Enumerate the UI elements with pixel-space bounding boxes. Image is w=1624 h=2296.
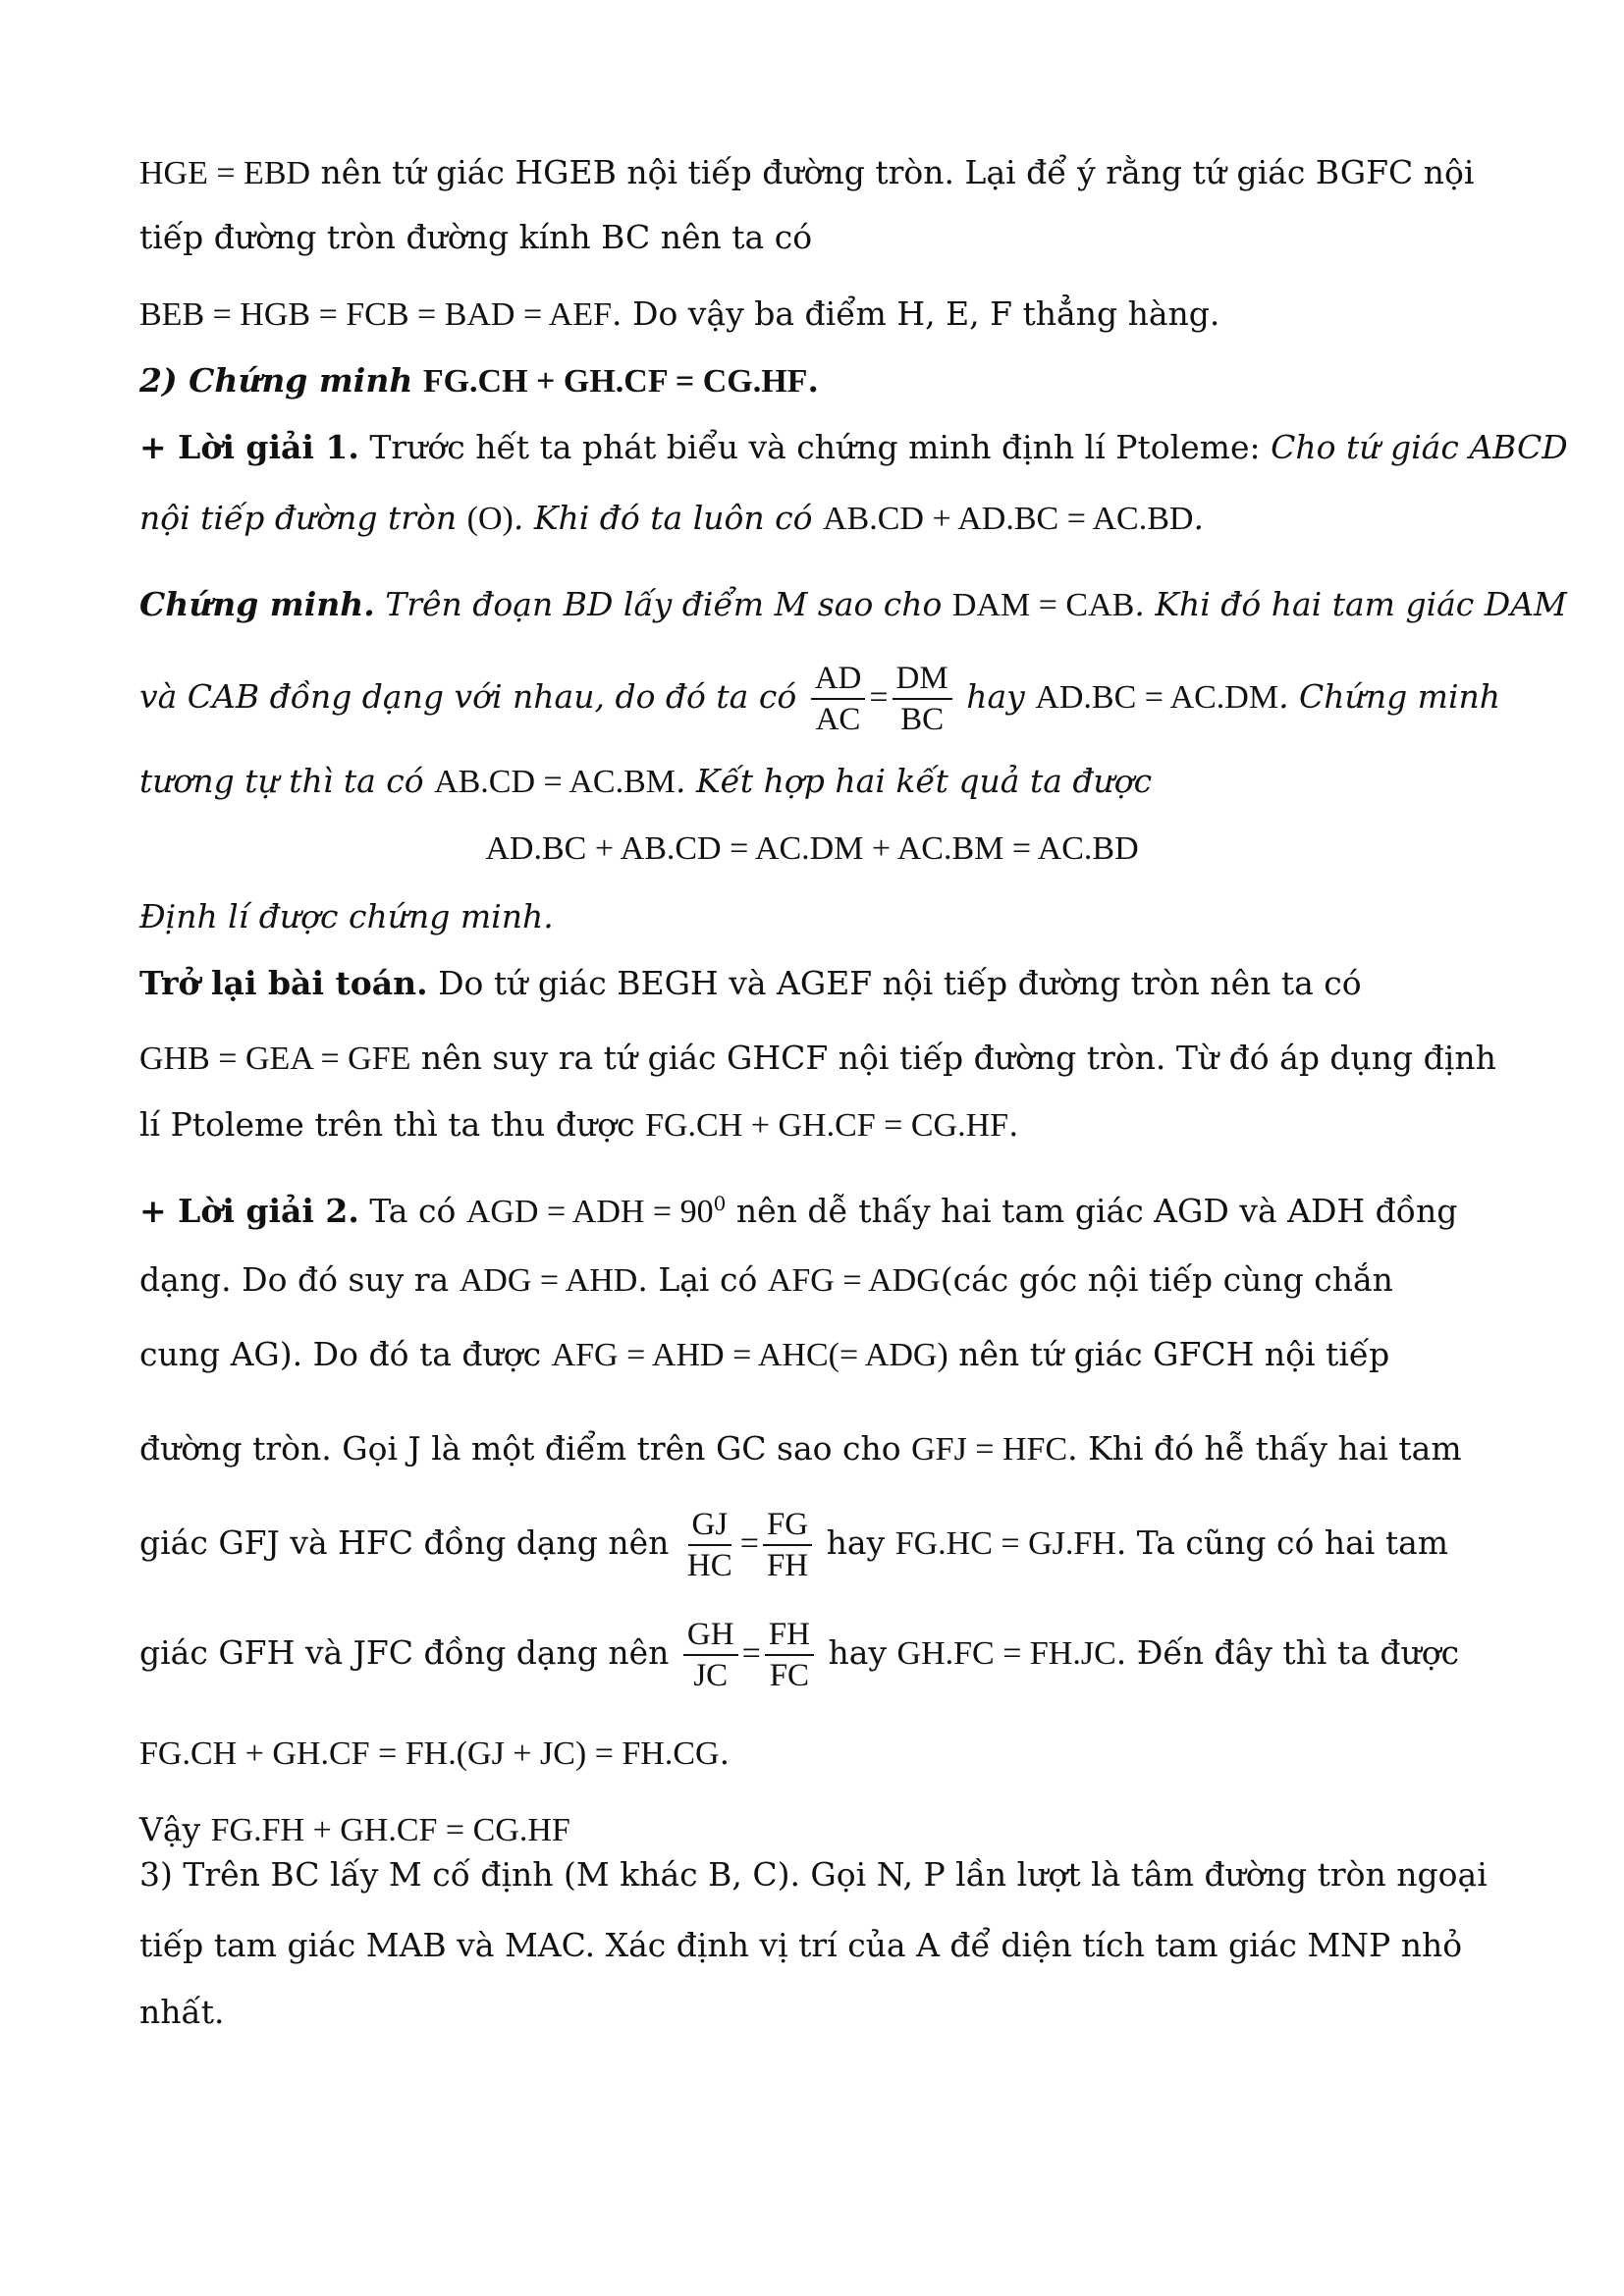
math-expression: FG.CH + GH.CF = CG.HF [645, 1107, 1009, 1144]
fraction-numerator: DM [893, 661, 952, 700]
text-span: nên dễ thấy hai tam giác AGD và ADH đồng [726, 1192, 1458, 1230]
text-span: . Ta cũng có hai tam [1115, 1523, 1449, 1562]
text-span: (các góc nội tiếp cùng chắn [940, 1260, 1393, 1299]
math-expression: FG.CH + GH.CF = CG.HF [422, 363, 808, 400]
text-span: . Kết hợp hai kết quả ta được [675, 762, 1153, 800]
text-span: tiếp đường tròn đường kính BC nên ta có [139, 218, 813, 256]
text-line-1 [139, 153, 1474, 193]
fraction-denominator: HC [686, 1548, 732, 1583]
fraction-numerator: GH [683, 1617, 738, 1656]
math-expression: FG.CH + GH.CF = FH.(GJ + JC) = FH.CG [139, 1735, 720, 1772]
text-line-3 [139, 294, 1219, 335]
fraction [893, 661, 952, 737]
math-expression: AFG = AHD = AHC(= ADG) [551, 1337, 948, 1373]
section-label: Trở lại bài toán. [139, 964, 428, 1002]
text-line-24 [139, 1926, 1462, 1965]
text-line-2 [139, 218, 812, 257]
text-line-7 [139, 585, 1567, 625]
text-span: Cho tứ giác ABCD [1271, 428, 1568, 466]
text-span: . Khi đó hễ thấy hai tam [1067, 1429, 1462, 1468]
text-span: . [719, 1734, 731, 1772]
math-expression: FG.FH + GH.CF = CG.HF [210, 1812, 570, 1848]
math-expression: AB.CD = AC.BM [434, 764, 676, 800]
text-span: giác GFH và JFC đồng dạng nên [139, 1633, 670, 1672]
text-span: Định lí được chứng minh. [139, 897, 554, 935]
text-span: giác GFJ và HFC đồng dạng nên [139, 1523, 670, 1562]
text-line-11 [139, 897, 554, 936]
text-span: Do tứ giác BEGH và AGEF nội tiếp đường tròn nên ta có [427, 964, 1362, 1002]
text-span: lí Ptoleme trên thì ta thu được [139, 1105, 646, 1144]
fraction-denominator: FH [766, 1548, 809, 1583]
math-expression: DAM = CAB [951, 587, 1135, 623]
equals-sign: = [739, 1525, 759, 1562]
fraction-numerator: FG [763, 1507, 812, 1546]
text-line-9 [139, 762, 1152, 802]
text-span: tiếp tam giác MAB và MAC. Xác định vị trí của A để diện tích tam giác MNP nhỏ [139, 1926, 1463, 1964]
text-span: . Chứng minh [1278, 677, 1501, 716]
text-span: nên tứ giác GFCH nội tiếp [947, 1335, 1390, 1373]
centered-equation: AD.BC + AB.CD = AC.DM + AC.BM = AC.BD [485, 830, 1139, 867]
text-span: . [1008, 1105, 1019, 1144]
math-expression: AB.CD + AD.BC = AC.BD [822, 501, 1194, 537]
text-span: nên tứ giác HGEB nội tiếp đường tròn. Lại để ý rằng tứ giác BGFC nội [310, 153, 1475, 191]
text-span: tương tự thì ta có [139, 762, 435, 800]
proof-label: Chứng minh. [139, 585, 375, 623]
math-expression: ADG = AHD [459, 1262, 638, 1299]
equals-sign: = [869, 679, 889, 716]
text-span: . Khi đó hai tam giác DAM [1134, 585, 1567, 623]
fraction [811, 661, 866, 737]
fraction [765, 1617, 814, 1693]
text-span: nên suy ra tứ giác GHCF nội tiếp đường tròn. Từ đó áp dụng định [410, 1039, 1496, 1077]
text-span: nội tiếp đường tròn [139, 499, 467, 537]
section-label: 2) Chứng minh [139, 361, 413, 400]
text-span: . Do vậy ba điểm H, E, F thẳng hàng. [612, 294, 1220, 333]
text-line-23 [139, 1855, 1488, 1895]
fraction-numerator: FH [765, 1617, 814, 1656]
math-expression: GFJ = HFC [911, 1431, 1068, 1468]
math-expression: AFG = ADG [767, 1262, 941, 1299]
text-span: hay [816, 1523, 895, 1562]
math-expression: GHB = GEA = GFE [139, 1041, 411, 1077]
text-line-17 [139, 1335, 1389, 1375]
text-span: dạng. Do đó suy ra [139, 1260, 460, 1299]
math-expression: GH.FC = FH.JC [896, 1635, 1116, 1672]
math-expression: (O) [466, 501, 514, 537]
text-span: đường tròn. Gọi J là một điểm trên GC sao cho [139, 1429, 912, 1468]
text-line-8 [139, 656, 1500, 739]
text-span: . Đến đây thì ta được [1115, 1633, 1460, 1672]
text-span: 3) Trên BC lấy M cố định (M khác B, C). Gọi N, P lần lượt là tâm đường tròn ngoại [139, 1855, 1488, 1894]
text-line-13 [139, 1039, 1496, 1079]
text-span: hay [955, 677, 1036, 716]
fraction [683, 1507, 736, 1583]
text-span: và CAB đồng dạng với nhau, do đó ta có [139, 677, 797, 716]
text-line-22 [139, 1810, 570, 1850]
math-expression: AD.BC = AC.DM [1035, 679, 1279, 716]
fraction-denominator: AC [815, 702, 861, 737]
fraction-denominator: BC [900, 702, 945, 737]
solution-label: + Lời giải 1. [139, 428, 359, 466]
text-span: . Khi đó ta luôn có [513, 499, 823, 537]
fraction [763, 1507, 812, 1583]
text-span: Trên đoạn BD lấy điểm M sao cho [374, 585, 952, 623]
math-expression: BEB = HGB = FCB = BAD = AEF [139, 296, 613, 333]
fraction-numerator: AD [811, 661, 866, 700]
text-span: hay [817, 1633, 897, 1672]
text-span: . [1193, 499, 1204, 537]
text-span: . [807, 361, 819, 400]
text-span: Vậy [139, 1810, 211, 1848]
superscript: 0 [713, 1192, 727, 1215]
text-line-21 [139, 1734, 730, 1774]
text-line-5 [139, 428, 1568, 467]
text-line-20 [139, 1612, 1459, 1695]
math-expression: HGE = EBD [139, 155, 311, 191]
text-line-18 [139, 1429, 1462, 1469]
math-expression: AGD = ADH = 90 [465, 1194, 714, 1230]
text-span: . Lại có [637, 1260, 768, 1299]
fraction [683, 1617, 738, 1693]
fraction-numerator: GJ [688, 1507, 732, 1546]
text-line-6 [139, 499, 1204, 539]
text-span: nhất. [139, 1993, 225, 2031]
text-span: Ta có [358, 1192, 466, 1230]
text-line-12 [139, 964, 1362, 1003]
text-line-14 [139, 1105, 1019, 1146]
text-span: cung AG). Do đó ta được [139, 1335, 552, 1373]
fraction-denominator: FC [769, 1658, 810, 1693]
text-line-4 [139, 361, 819, 401]
fraction-denominator: JC [693, 1658, 729, 1693]
equals-sign: = [741, 1635, 761, 1672]
math-expression: FG.HC = GJ.FH [894, 1525, 1116, 1562]
text-span: Trước hết ta phát biểu và chứng minh định lí Ptoleme: [358, 428, 1272, 466]
solution-label: + Lời giải 2. [139, 1192, 359, 1230]
text-line-16 [139, 1260, 1393, 1301]
text-line-15 [139, 1184, 1457, 1232]
text-line-25 [139, 1993, 224, 2032]
text-line-19 [139, 1502, 1448, 1585]
